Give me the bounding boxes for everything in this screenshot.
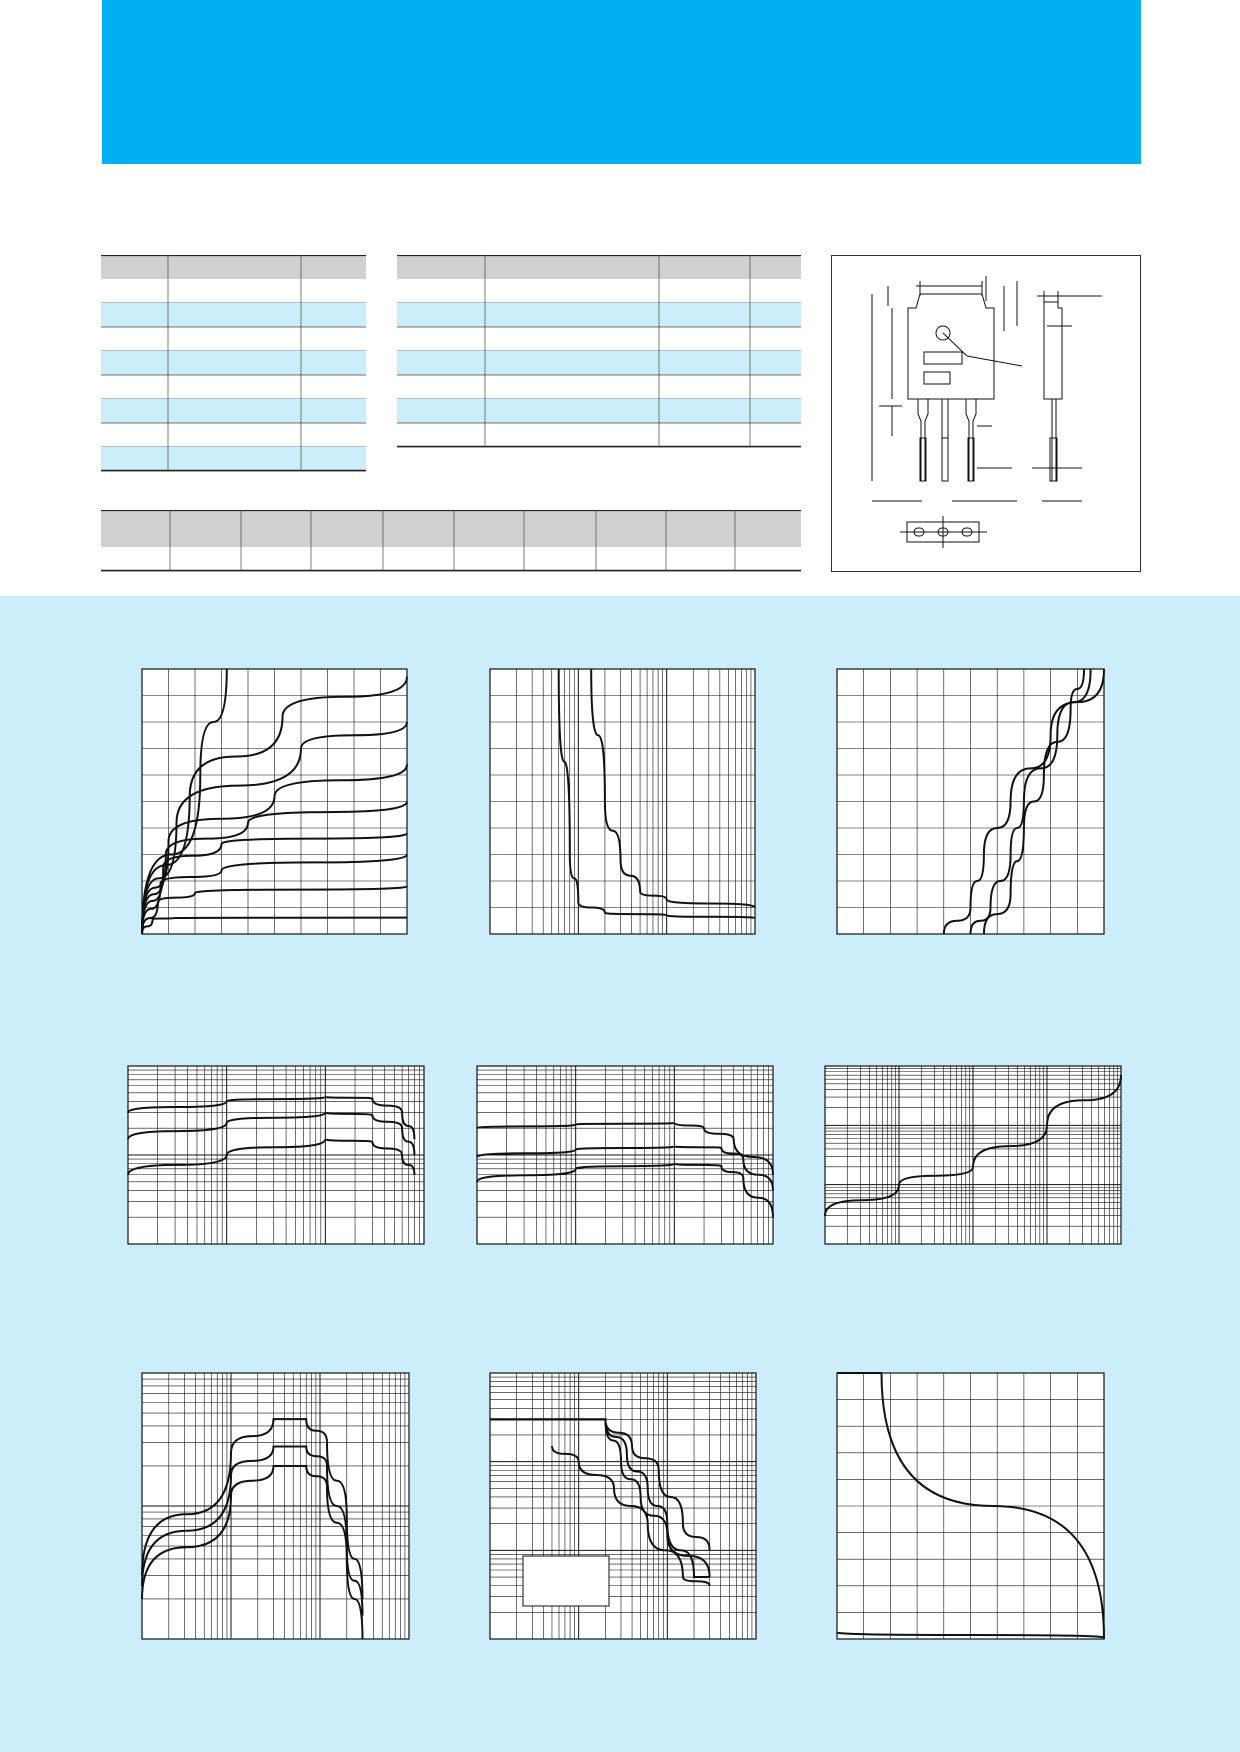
ratings-row: [101, 447, 366, 471]
ratings-header: [101, 255, 366, 279]
chart-9: [837, 1373, 1104, 1639]
class-header: [101, 510, 801, 547]
ratings-row: [101, 303, 366, 327]
char-row: [397, 351, 801, 375]
chart-3: [837, 669, 1104, 934]
chart-7: [142, 1373, 409, 1639]
ratings-row: [101, 399, 366, 423]
classification-table: [101, 510, 801, 573]
chart-4: [128, 1066, 424, 1244]
chart-2: [490, 669, 755, 934]
chart-1: [142, 669, 407, 934]
chart-5: [477, 1066, 773, 1244]
char-row: [397, 399, 801, 423]
header-banner: [102, 0, 1141, 164]
char-row: [397, 303, 801, 327]
ratings-table: [101, 255, 366, 473]
ratings-row: [101, 351, 366, 375]
package-outline-drawing: [831, 255, 1141, 572]
legend-box: [523, 1556, 609, 1606]
chart-6: [825, 1066, 1121, 1244]
char-header: [397, 255, 801, 279]
characteristics-table: [397, 255, 801, 450]
chart-8: [490, 1373, 756, 1639]
